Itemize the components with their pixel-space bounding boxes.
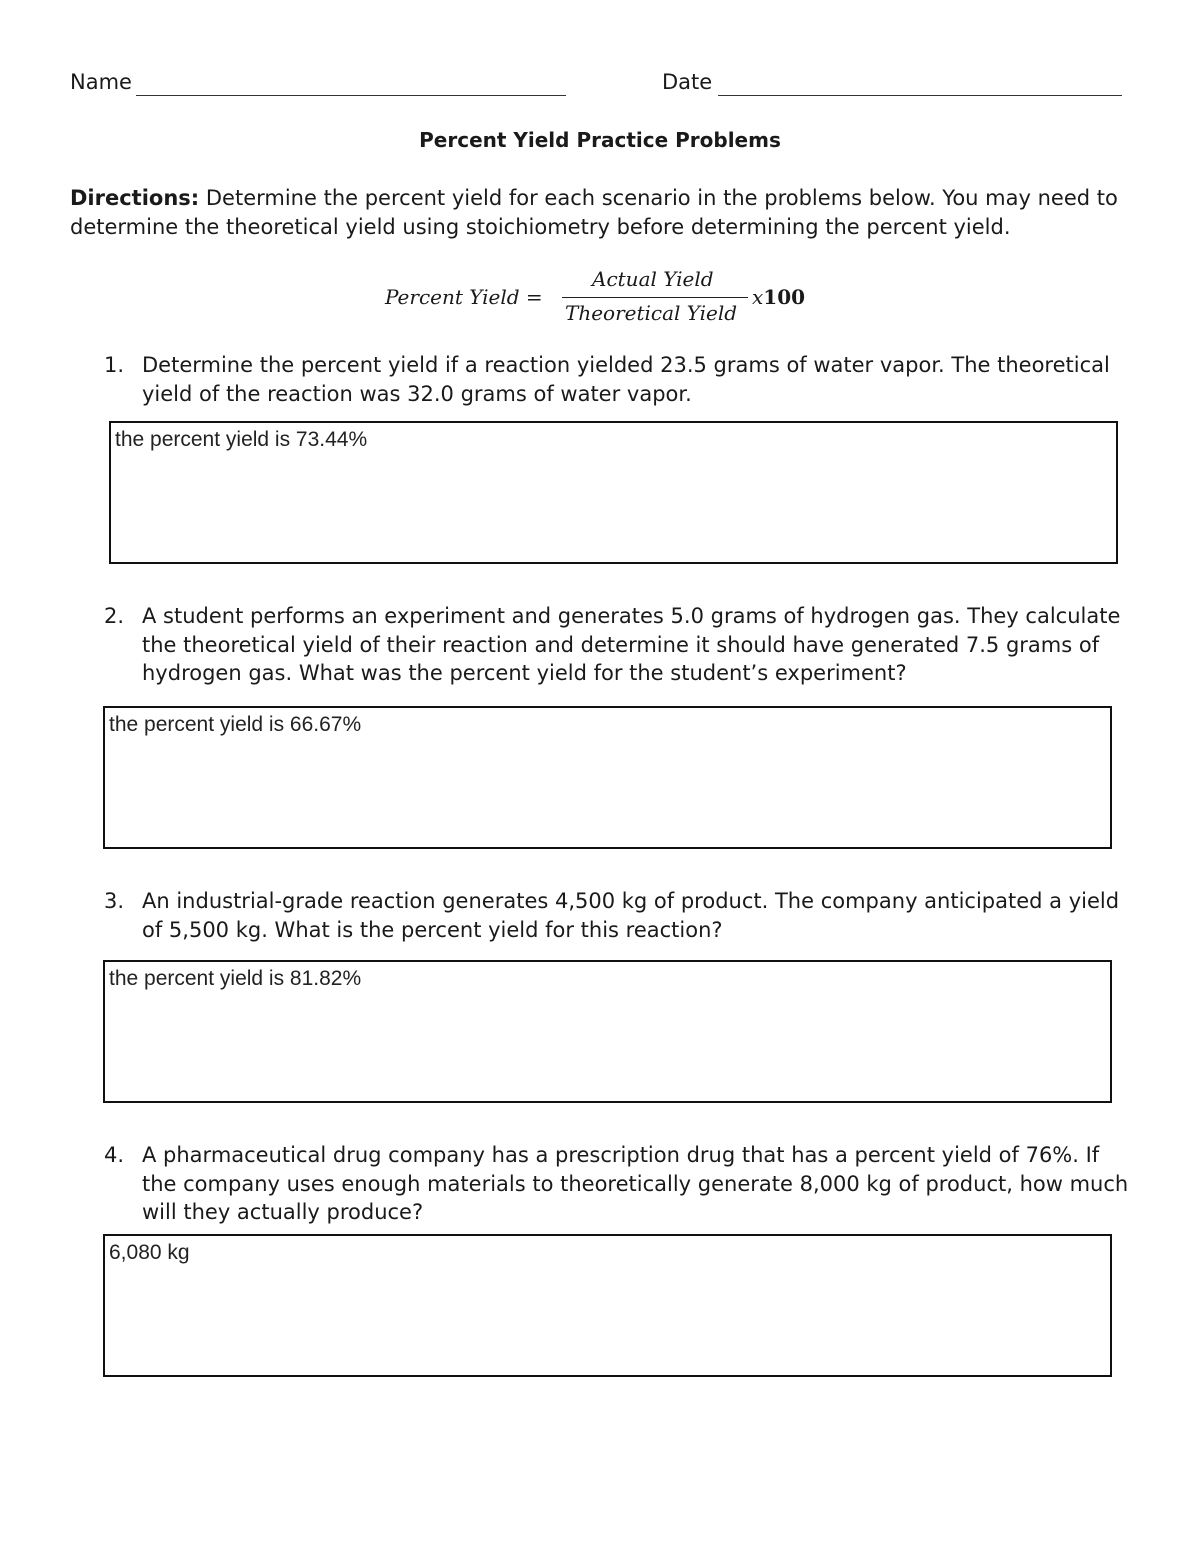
problem-number: 3. [104,889,125,913]
problem-text: A pharmaceutical drug company has a prescription drug that has a percent yield of 76%. If the company uses enough materials to theoretically generate 8,000 kg of product, how much will they actually produce? [142,1143,1129,1224]
answer-text: the percent yield is 81.82% [109,967,362,990]
formula-multiplier-value: 100 [763,285,806,309]
name-blank-line[interactable] [136,95,566,96]
page-title: Percent Yield Practice Problems [419,128,781,152]
problem-text: A student performs an experiment and generates 5.0 grams of hydrogen gas. They calculate the theoretical yield of their reaction and determine it should have generated 7.5 grams of hydrogen gas. What was the percent yield for the student’s experiment? [142,604,1121,685]
formula-multiplier-x: x [752,285,764,309]
directions [70,184,1130,242]
answer-text: 6,080 kg [109,1241,190,1264]
answer-text: the percent yield is 66.67% [109,713,362,736]
answer-box-2[interactable] [103,706,1112,849]
directions-text: Determine the percent yield for each scenario in the problems below. You may need to determine the theoretical yield using stoichiometry before determining the percent yield. [70,186,1118,239]
answer-box-1[interactable] [109,421,1118,564]
formula-lhs: Percent Yield = [385,285,543,309]
problem-number: 4. [104,1143,125,1167]
problem-number: 2. [104,604,125,628]
problem-text: An industrial-grade reaction generates 4,500 kg of product. The company anticipated a yield of 5,500 kg. What is the percent yield for this reaction? [142,889,1120,942]
problem-number: 1. [104,353,125,377]
answer-box-4[interactable] [103,1234,1112,1377]
formula-denominator: Theoretical Yield [565,301,738,325]
date-label: Date [662,70,713,94]
header-row [70,70,1122,102]
answer-text: the percent yield is 73.44% [115,428,368,451]
name-label: Name [70,70,132,94]
problem-text: Determine the percent yield if a reaction yielded 23.5 grams of water vapor. The theoretical yield of the reaction was 32.0 grams of water vapor. [142,353,1110,406]
formula-multiplier [752,285,805,309]
date-blank-line[interactable] [718,95,1122,96]
answer-box-3[interactable] [103,960,1112,1103]
formula-numerator: Actual Yield [592,267,714,291]
fraction-bar [562,297,748,298]
directions-label: Directions: [70,186,200,210]
